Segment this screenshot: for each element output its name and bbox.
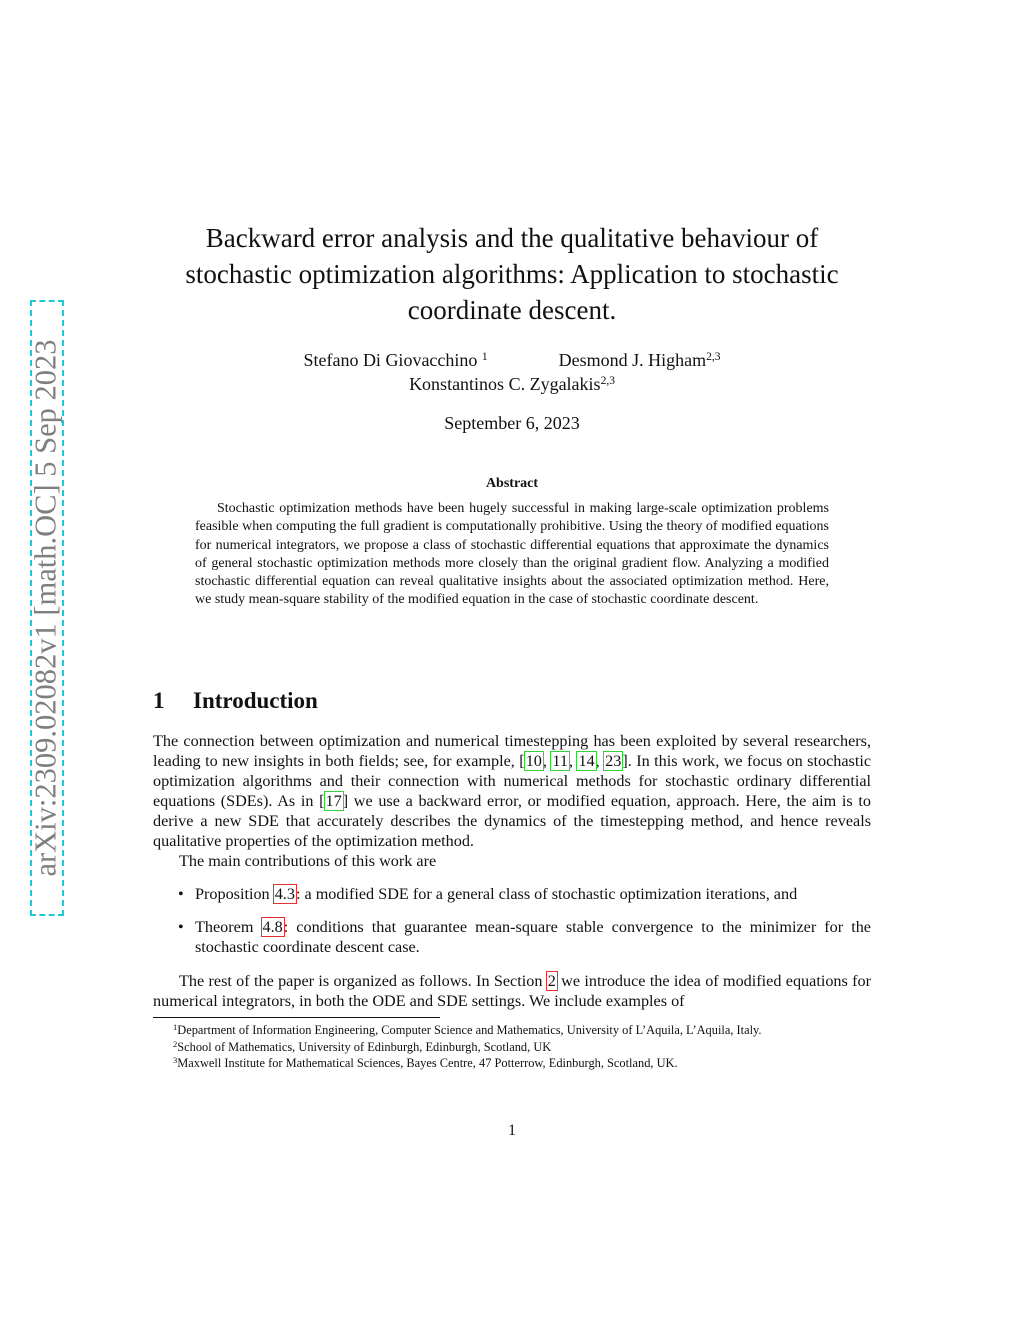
citation-link[interactable]: 17	[325, 792, 342, 810]
footnotes	[153, 1022, 871, 1072]
section-number: 1	[153, 688, 165, 713]
paragraph-text: The connection between optimization and numerical timestepping has been exploited by several researchers, leading to new insights in both fields; see, for example, [	[153, 732, 871, 770]
author-name: Konstantinos C. Zygalakis	[409, 374, 601, 394]
list-item-text: Theorem	[195, 918, 262, 936]
author-name: Desmond J. Higham	[558, 350, 707, 370]
page-number: 1	[508, 1122, 516, 1139]
footnote	[153, 1055, 871, 1072]
footnote-mark: 1	[173, 1022, 178, 1032]
section-heading	[153, 688, 318, 714]
author-block	[0, 348, 1024, 396]
title-line: Backward error analysis and the qualitative behaviour of	[205, 223, 819, 253]
footnote-mark: 3	[173, 1055, 178, 1065]
footnote-text: Department of Information Engineering, Computer Science and Mathematics, University of L’Aquila, L’Aquila, Italy.	[177, 1023, 762, 1037]
author-affiliation-mark: 1	[481, 351, 488, 363]
publication-date: September 6, 2023	[444, 413, 580, 433]
paragraph-text: ,	[568, 752, 578, 770]
author-affiliation-mark: 2,3	[706, 351, 721, 363]
contributions-list	[153, 884, 871, 957]
author-affiliation-mark: 2,3	[600, 375, 615, 387]
footnote-text: School of Mathematics, University of Edinburgh, Edinburgh, Scotland, UK	[177, 1039, 552, 1054]
bullet-icon: •	[178, 885, 184, 903]
arxiv-identifier-stamp[interactable]: arXiv:2309.02082v1 [math.OC] 5 Sep 2023	[28, 339, 63, 877]
title-line: stochastic optimization algorithms: Application to stochastic	[185, 259, 839, 289]
paragraph-text: The rest of the paper is organized as follows. In Section	[179, 972, 547, 990]
title-line: coordinate descent.	[407, 295, 617, 325]
author-name: Stefano Di Giovacchino	[303, 350, 478, 370]
contributions-intro: The main contributions of this work are	[179, 852, 437, 870]
citation-link[interactable]: 14	[578, 752, 595, 770]
list-item-text: Proposition	[195, 885, 274, 903]
footnote-divider	[153, 1017, 440, 1018]
citation-link[interactable]: 10	[525, 752, 542, 770]
section-ref-link[interactable]: 2	[547, 972, 556, 990]
intro-paragraph	[153, 731, 871, 851]
theorem-ref-link[interactable]: 4.8	[262, 918, 283, 936]
paragraph-text: ,	[595, 752, 605, 770]
list-item	[153, 884, 871, 904]
section-title: Introduction	[193, 688, 318, 713]
citation-link[interactable]: 23	[605, 752, 622, 770]
footnote	[153, 1022, 871, 1039]
paragraph-text: ]. In this work, we focus on stochastic optimization algorithms and their connection with numerical methods for stochastic ordinary differential equations (SDEs). As in [	[153, 752, 872, 810]
list-item-text: : a modified SDE for a general class of stochastic optimization iterations, and	[295, 885, 798, 903]
paragraph-text: we introduce the idea of modified equations for numerical integrators, in both the ODE and SDE settings. We include examples of	[153, 972, 871, 1010]
abstract-text: Stochastic optimization methods have been hugely successful in making large-scale optimization problems feasible when computing the full gradient is computationally prohibitive. Using the theory of modified equations for numerical integrators, we propose a class of stochastic differential equations that approximate the dynamics of general stochastic optimization methods more closely than the original gradient flow. Analyzing a modified stochastic differential equation can reveal qualitative insights about the associated optimization method. Here, we study mean-square stability of the modified equation in the case of stochastic coordinate descent.	[195, 501, 829, 608]
abstract-heading: Abstract	[485, 476, 539, 491]
paragraph-text: ,	[542, 752, 552, 770]
footnote-text: Maxwell Institute for Mathematical Sciences, Bayes Centre, 47 Potterrow, Edinburgh, Scotland, UK.	[177, 1056, 678, 1070]
list-item-text: : conditions that guarantee mean-square stable convergence to the minimizer for the stochastic coordinate descent case.	[195, 918, 871, 956]
citation-link[interactable]: 11	[552, 752, 568, 770]
bullet-icon: •	[178, 918, 184, 936]
paper-title	[0, 220, 1024, 328]
proposition-ref-link[interactable]: 4.3	[274, 885, 295, 903]
list-item	[153, 917, 871, 957]
footnote-mark: 2	[173, 1038, 178, 1049]
paragraph-text: ] we use a backward error, or modified equation, approach. Here, the aim is to derive a new SDE that accurately describes the dynamics of the timestepping method, and hence reveals qualitative properties of the optimization method.	[153, 792, 871, 850]
outline-paragraph	[153, 971, 871, 1011]
footnote	[153, 1039, 871, 1056]
